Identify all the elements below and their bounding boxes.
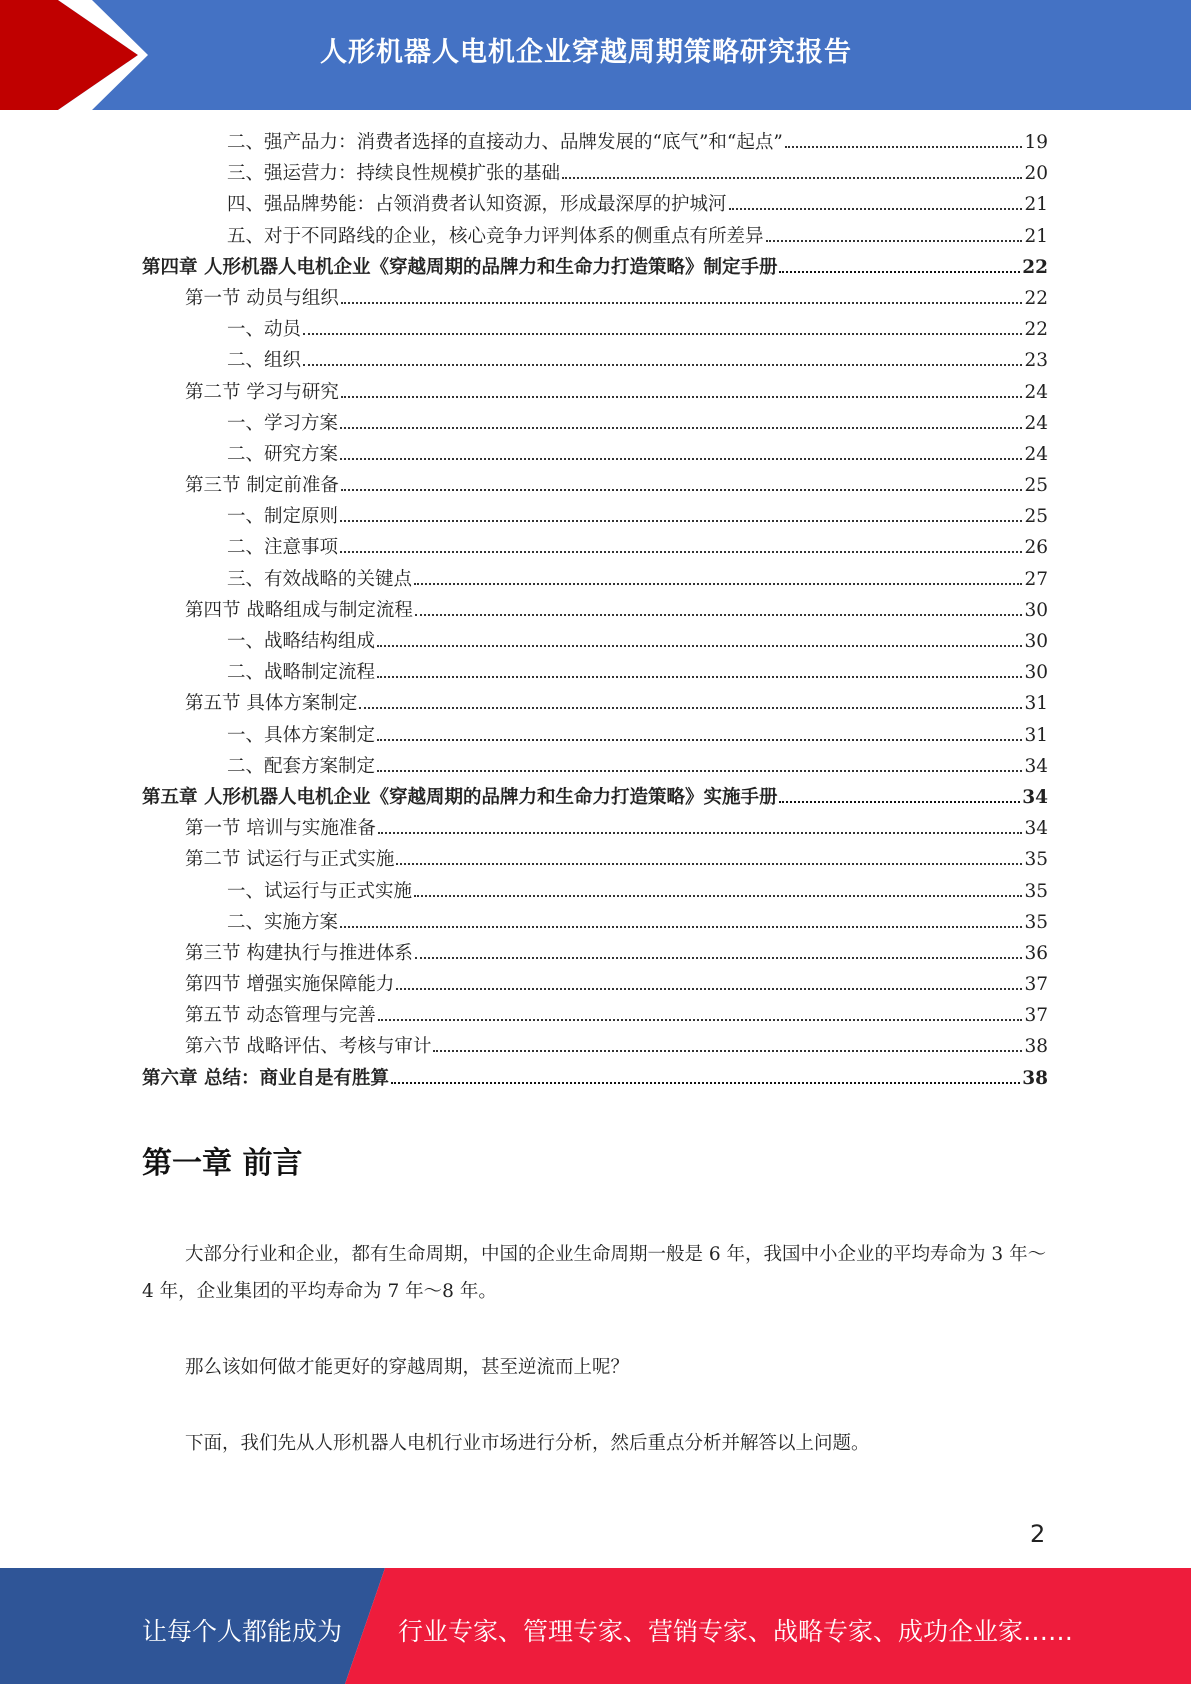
toc-entry-label: 二、强产品力：消费者选择的直接动力、品牌发展的“底气”和“起点” xyxy=(227,132,783,153)
toc-entry-label: 一、战略结构组成 xyxy=(227,631,376,652)
toc-entry[interactable] xyxy=(142,222,1048,253)
toc-entry-label: 一、具体方案制定 xyxy=(227,724,376,746)
toc-entry[interactable] xyxy=(142,908,1048,939)
toc-entry-page: 38 xyxy=(1022,1067,1048,1089)
toc-entry[interactable] xyxy=(142,658,1048,689)
toc-entry-label: 第四章 人形机器人电机企业《穿越周期的品牌力和生命力打造策略》制定手册 xyxy=(142,256,778,278)
toc-entry-page: 21 xyxy=(1024,225,1048,247)
toc-entry[interactable] xyxy=(142,783,1048,814)
table-of-contents xyxy=(142,128,1048,1095)
toc-entry-page: 34 xyxy=(1022,786,1048,808)
toc-dot-leader xyxy=(785,146,1023,148)
toc-entry-page: 35 xyxy=(1024,911,1048,933)
toc-dot-leader xyxy=(340,458,1022,460)
toc-entry-page: 24 xyxy=(1024,443,1048,465)
toc-entry-page: 27 xyxy=(1024,568,1048,590)
toc-dot-leader xyxy=(415,957,1023,959)
toc-entry-label: 第一节 培训与实施准备 xyxy=(185,818,376,840)
toc-entry-page: 37 xyxy=(1024,974,1048,996)
toc-entry-page: 25 xyxy=(1024,506,1048,528)
toc-entry-page: 26 xyxy=(1024,537,1048,559)
toc-entry-label: 第四节 增强实施保障能力 xyxy=(185,974,395,996)
toc-entry-page: 19 xyxy=(1024,132,1048,153)
toc-entry-label: 一、动员 xyxy=(227,319,302,341)
toc-entry[interactable] xyxy=(142,159,1048,190)
toc-entry-label: 一、试运行与正式实施 xyxy=(227,880,413,902)
toc-dot-leader xyxy=(433,1050,1022,1052)
toc-entry[interactable] xyxy=(142,1064,1048,1095)
toc-entry-page: 22 xyxy=(1022,256,1048,278)
toc-dot-leader xyxy=(414,895,1022,897)
toc-dot-leader xyxy=(377,739,1022,741)
toc-entry-label: 第六节 战略评估、考核与审计 xyxy=(185,1036,432,1058)
toc-entry[interactable] xyxy=(142,970,1048,1001)
toc-entry-label: 二、实施方案 xyxy=(227,911,339,933)
paragraph-question: 那么该如何做才能更好的穿越周期，甚至逆流而上呢？ xyxy=(185,1357,630,1378)
toc-entry-label: 第一节 动员与组织 xyxy=(185,287,339,309)
toc-entry-label: 第四节 战略组成与制定流程 xyxy=(185,599,413,621)
toc-dot-leader xyxy=(377,676,1022,678)
toc-entry-label: 五、对于不同路线的企业，核心竞争力评判体系的侧重点有所差异 xyxy=(227,225,764,247)
toc-dot-leader xyxy=(396,863,1022,865)
toc-entry-label: 二、注意事项 xyxy=(227,537,339,559)
toc-entry-label: 二、研究方案 xyxy=(227,443,339,465)
toc-entry[interactable] xyxy=(142,877,1048,908)
header-arrow-logo xyxy=(0,0,160,110)
toc-entry[interactable] xyxy=(142,689,1048,720)
toc-dot-leader xyxy=(562,177,1022,179)
toc-entry[interactable] xyxy=(142,190,1048,221)
toc-dot-leader xyxy=(303,333,1022,335)
toc-dot-leader xyxy=(341,489,1023,491)
toc-entry[interactable] xyxy=(142,565,1048,596)
toc-entry-page: 30 xyxy=(1024,662,1048,684)
toc-entry-page: 22 xyxy=(1024,319,1048,341)
toc-dot-leader xyxy=(341,302,1023,304)
toc-dot-leader xyxy=(414,583,1022,585)
report-title: 人形机器人电机企业穿越周期策略研究报告 xyxy=(320,37,852,68)
toc-entry-label: 第三节 制定前准备 xyxy=(185,475,339,497)
toc-entry-label: 一、学习方案 xyxy=(227,412,339,434)
toc-dot-leader xyxy=(766,240,1023,242)
toc-entry[interactable] xyxy=(142,1032,1048,1063)
paragraph-intro: 大部分行业和企业，都有生命周期，中国的企业生命周期一般是 6 年，我国中小企业的平均寿命为 3 年～4 年，企业集团的平均寿命为 7 年～8 年。 xyxy=(142,1244,1047,1302)
toc-entry-page: 35 xyxy=(1024,849,1048,871)
toc-dot-leader xyxy=(340,427,1022,429)
page-header xyxy=(0,0,1191,110)
toc-dot-leader xyxy=(779,801,1020,803)
toc-entry[interactable] xyxy=(142,346,1048,377)
toc-entry[interactable] xyxy=(142,440,1048,471)
footer-slogan-left: 让每个人都能成为 xyxy=(142,1617,343,1646)
toc-entry-page: 21 xyxy=(1024,194,1048,216)
toc-entry-page: 38 xyxy=(1024,1036,1048,1058)
toc-entry-label: 三、强运营力：持续良性规模扩张的基础 xyxy=(227,163,561,185)
toc-entry[interactable] xyxy=(142,315,1048,346)
toc-entry-page: 30 xyxy=(1024,631,1048,652)
toc-entry[interactable] xyxy=(142,939,1048,970)
toc-entry-label: 二、战略制定流程 xyxy=(227,662,376,684)
toc-dot-leader xyxy=(378,832,1023,834)
toc-dot-leader xyxy=(391,1082,1020,1084)
toc-entry-label: 第五节 具体方案制定 xyxy=(185,693,358,715)
toc-dot-leader xyxy=(340,551,1022,553)
toc-entry-label: 三、有效战略的关键点 xyxy=(227,568,413,590)
toc-dot-leader xyxy=(359,707,1022,709)
toc-entry-page: 34 xyxy=(1024,818,1048,840)
page-footer xyxy=(0,1568,1191,1684)
toc-entry-label: 第五章 人形机器人电机企业《穿越周期的品牌力和生命力打造策略》实施手册 xyxy=(142,786,778,808)
toc-entry[interactable] xyxy=(142,284,1048,315)
toc-entry[interactable] xyxy=(142,814,1048,845)
toc-dot-leader xyxy=(341,396,1023,398)
toc-entry-page: 23 xyxy=(1024,350,1048,372)
toc-dot-leader xyxy=(303,364,1022,366)
toc-entry[interactable] xyxy=(142,128,1048,159)
toc-entry[interactable] xyxy=(142,845,1048,876)
toc-entry[interactable] xyxy=(142,752,1048,783)
toc-entry[interactable] xyxy=(142,471,1048,502)
toc-entry-page: 24 xyxy=(1024,412,1048,434)
paragraph-next: 下面，我们先从人形机器人电机行业市场进行分析，然后重点分析并解答以上问题。 xyxy=(185,1433,870,1454)
toc-entry-page: 31 xyxy=(1024,724,1048,746)
footer-slogan-right: 行业专家、管理专家、营销专家、战略专家、成功企业家…… xyxy=(398,1617,1074,1646)
toc-entry-page: 22 xyxy=(1024,287,1048,309)
toc-dot-leader xyxy=(377,770,1022,772)
toc-entry-label: 第五节 动态管理与完善 xyxy=(185,1005,376,1027)
toc-entry[interactable] xyxy=(142,533,1048,564)
toc-entry-label: 第二节 学习与研究 xyxy=(185,381,339,403)
toc-entry[interactable] xyxy=(142,721,1048,752)
toc-dot-leader xyxy=(396,988,1022,990)
toc-entry[interactable] xyxy=(142,627,1048,658)
toc-entry-label: 第六章 总结：商业自是有胜算 xyxy=(142,1067,389,1089)
toc-entry-label: 一、制定原则 xyxy=(227,506,339,528)
toc-entry-label: 二、配套方案制定 xyxy=(227,755,376,777)
toc-entry[interactable] xyxy=(142,596,1048,627)
toc-entry-label: 二、组织 xyxy=(227,350,302,372)
toc-entry-page: 35 xyxy=(1024,880,1048,902)
toc-dot-leader xyxy=(729,208,1023,210)
chapter-heading: 第一章 前言 xyxy=(142,1146,303,1181)
toc-entry-label: 第二节 试运行与正式实施 xyxy=(185,849,395,871)
toc-entry[interactable] xyxy=(142,502,1048,533)
toc-entry-page: 37 xyxy=(1024,1005,1048,1027)
toc-entry-page: 34 xyxy=(1024,755,1048,777)
toc-dot-leader xyxy=(415,614,1023,616)
toc-dot-leader xyxy=(779,271,1020,273)
toc-entry-page: 20 xyxy=(1024,163,1048,185)
toc-entry[interactable] xyxy=(142,1001,1048,1032)
toc-entry-page: 31 xyxy=(1024,693,1048,715)
toc-entry-label: 四、强品牌势能：占领消费者认知资源，形成最深厚的护城河 xyxy=(227,194,727,216)
toc-dot-leader xyxy=(378,1019,1023,1021)
toc-dot-leader xyxy=(377,645,1022,647)
toc-entry-page: 36 xyxy=(1024,942,1048,964)
toc-entry[interactable] xyxy=(142,253,1048,284)
page-number: 2 xyxy=(1030,1520,1046,1548)
toc-dot-leader xyxy=(340,520,1022,522)
toc-entry-page: 25 xyxy=(1024,475,1048,497)
toc-dot-leader xyxy=(340,926,1022,928)
toc-entry[interactable] xyxy=(142,409,1048,440)
toc-entry-page: 30 xyxy=(1024,599,1048,621)
toc-entry-page: 24 xyxy=(1024,381,1048,403)
toc-entry[interactable] xyxy=(142,378,1048,409)
toc-entry-label: 第三节 构建执行与推进体系 xyxy=(185,942,413,964)
